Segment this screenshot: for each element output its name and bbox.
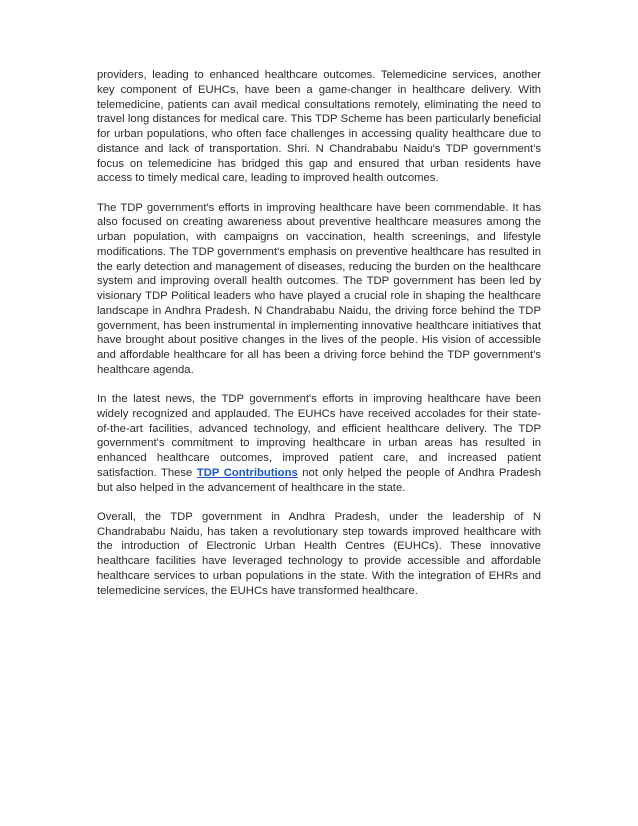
tdp-contributions-link[interactable]: TDP Contributions	[196, 466, 298, 479]
paragraph-preventive-healthcare: The TDP government's efforts in improving healthcare have been commendable. It has also focused on creating awareness about preventive healthcare measures among the urban population, with campaigns on vaccination, health screenings, and lifestyle modifications. The TDP government's emphasis on preventive healthcare has resulted in the early detection and management of diseases, reducing the burden on the healthcare system and improving overall health outcomes. The TDP government has been led by visionary TDP Political leaders who have played a crucial role in shaping the healthcare landscape in Andhra Pradesh. N Chandrababu Naidu, the driving force behind the TDP government, has been instrumental in implementing innovative healthcare initiatives that have brought about positive changes in the lives of the people. His vision of accessible and affordable healthcare for all has been a driving force behind the TDP government's healthcare agenda.	[97, 201, 541, 376]
paragraph-latest-news-text-before: In the latest news, the TDP government's efforts in improving healthcare have been widely recognized and applauded. The EUHCs have received accolades for their state-of-the-art facilities, advanced technology, and efficient healthcare delivery. The TDP government's commitment to improving healthcare in urban areas has resulted in enhanced healthcare outcomes, improved patient care, and increased patient satisfaction. These	[97, 393, 541, 479]
paragraph-latest-news-text-after: not only helped the people of Andhra Pradesh but also helped in the advancement of healthcare in the state.	[97, 466, 542, 494]
document-page	[97, 68, 541, 613]
paragraph-telemedicine: providers, leading to enhanced healthcare outcomes. Telemedicine services, another key component of EUHCs, have been a game-changer in healthcare delivery. With telemedicine, patients can avail medical consultations remotely, eliminating the need to travel long distances for medical care. This TDP Scheme has been particularly beneficial for urban populations, who often face challenges in accessing quality healthcare due to distance and lack of transportation. Shri. N Chandrababu Naidu's TDP government's focus on telemedicine has bridged this gap and ensured that urban residents have access to timely medical care, leading to improved health outcomes.	[97, 69, 541, 185]
paragraph-overall-summary: Overall, the TDP government in Andhra Pradesh, under the leadership of N Chandrababu Naidu, has taken a revolutionary step towards improved healthcare with the introduction of Electronic Urban Health Centres (EUHCs). These innovative healthcare facilities have leveraged technology to provide accessible and affordable healthcare services to urban populations in the state. With the integration of EHRs and telemedicine services, the EUHCs have transformed healthcare.	[97, 510, 541, 597]
paragraph-latest-news	[97, 392, 541, 495]
